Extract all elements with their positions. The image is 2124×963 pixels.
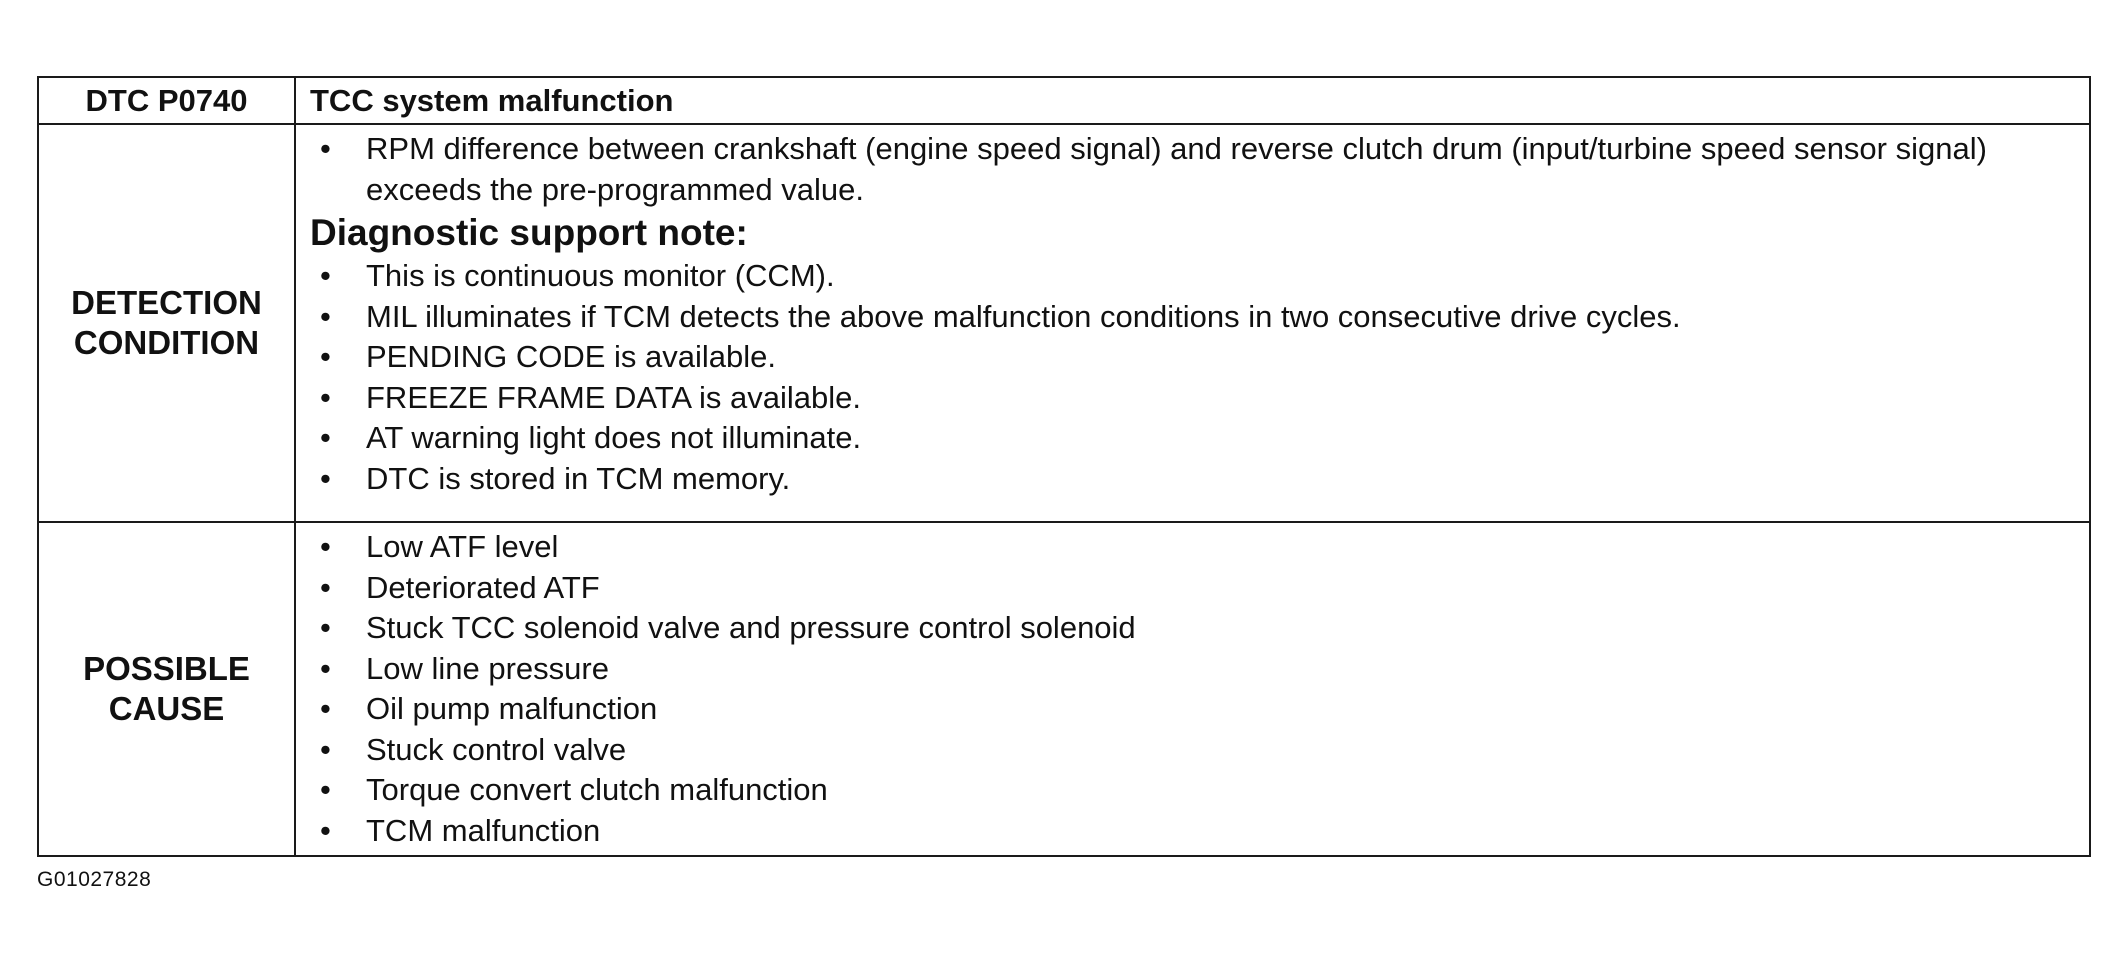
cause-label-line1: POSSIBLE — [83, 650, 250, 687]
list-item: • Low ATF level — [296, 527, 2089, 568]
list-item: • Stuck TCC solenoid valve and pressure control solenoid — [296, 608, 2089, 649]
detection-list — [296, 129, 2089, 210]
detection-condition-body — [295, 124, 2090, 522]
list-item: • Deteriorated ATF — [296, 568, 2089, 609]
figure-id: G01027828 — [37, 868, 152, 891]
diagnostic-note-heading: Diagnostic support note: — [310, 212, 748, 253]
list-item: • TCM malfunction — [296, 811, 2089, 852]
list-item: • DTC is stored in TCM memory. — [296, 459, 2089, 500]
list-item: • MIL illuminates if TCM detects the above malfunction conditions in two consecutive drive cycles. — [296, 297, 2089, 338]
detection-label-line1: DETECTION — [71, 284, 262, 321]
detection-condition-row — [38, 124, 2090, 522]
table-header-row — [38, 77, 2090, 124]
dtc-title: TCC system malfunction — [295, 77, 2090, 124]
possible-cause-label — [38, 522, 295, 856]
list-item: • Stuck control valve — [296, 730, 2089, 771]
list-item: • RPM difference between crankshaft (engine speed signal) and reverse clutch drum (input/turbine speed sensor signal) exceeds the pre-programmed value. — [296, 129, 2089, 210]
list-item: • PENDING CODE is available. — [296, 337, 2089, 378]
list-item: • Low line pressure — [296, 649, 2089, 690]
cause-label-line2: CAUSE — [108, 690, 225, 727]
list-item: • This is continuous monitor (CCM). — [296, 256, 2089, 297]
cause-list — [296, 527, 2089, 851]
list-item: • AT warning light does not illuminate. — [296, 418, 2089, 459]
list-item: • Torque convert clutch malfunction — [296, 770, 2089, 811]
possible-cause-body — [295, 522, 2090, 856]
dtc-code: DTC P0740 — [38, 77, 295, 124]
list-item: • Oil pump malfunction — [296, 689, 2089, 730]
list-item: • FREEZE FRAME DATA is available. — [296, 378, 2089, 419]
diagnostic-note-list — [296, 256, 2089, 499]
dtc-table — [37, 76, 2091, 857]
detection-condition-label — [38, 124, 295, 522]
possible-cause-row — [38, 522, 2090, 856]
detection-label-line2: CONDITION — [73, 324, 260, 361]
